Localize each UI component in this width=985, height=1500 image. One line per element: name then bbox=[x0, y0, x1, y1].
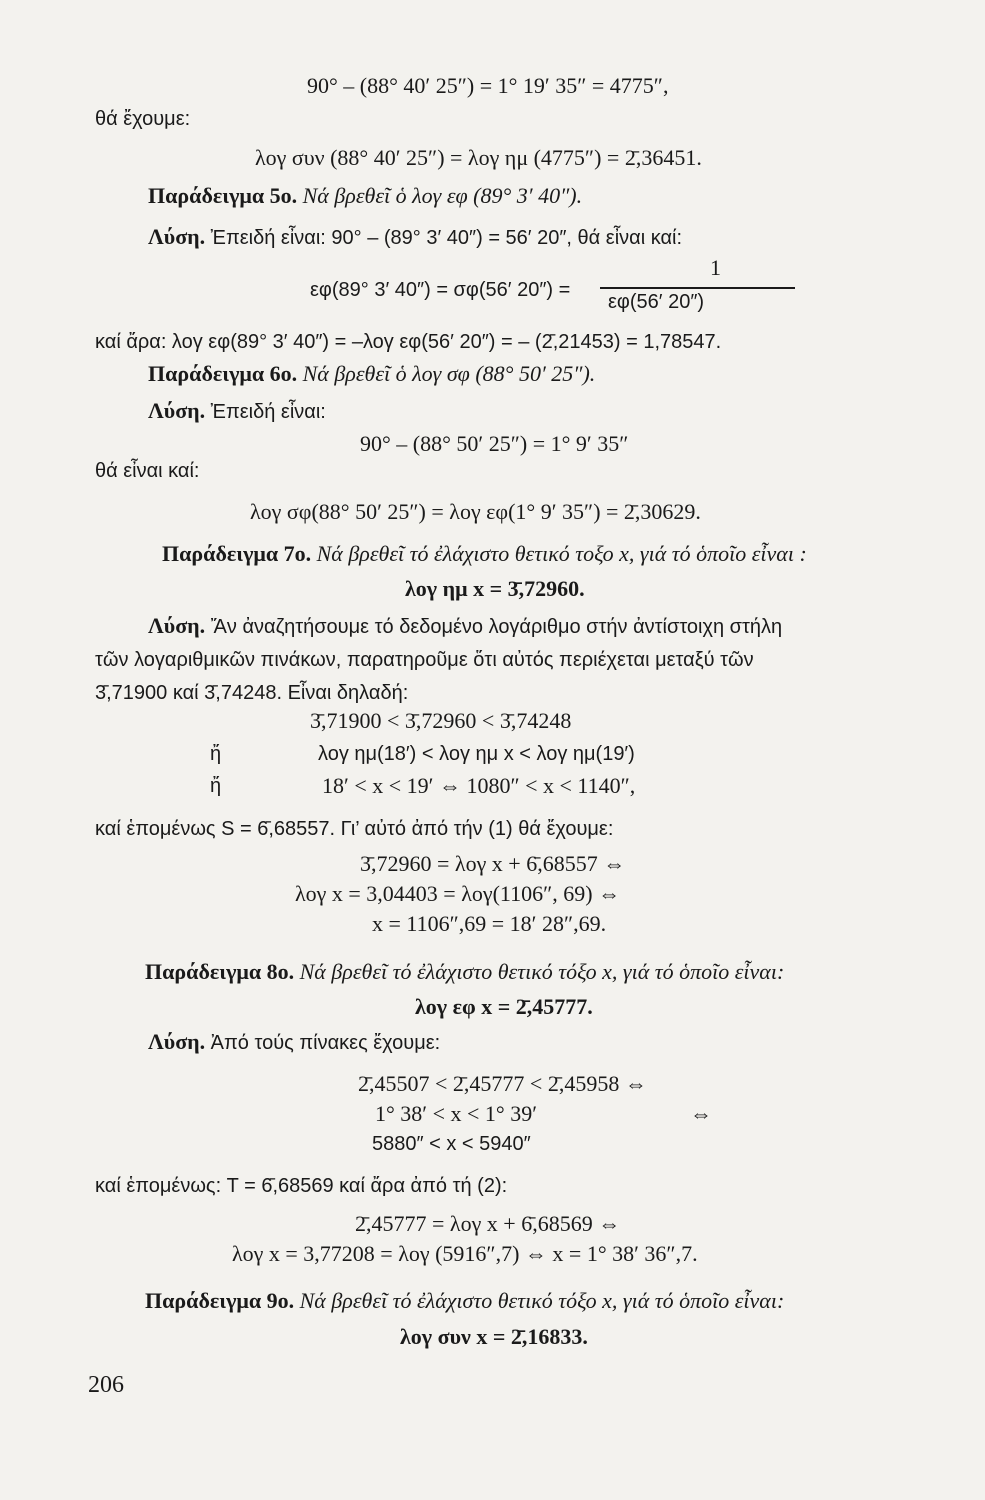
example-9-text: Νά βρεθεῖ τό ἐλάχιστο θετικό τόξο x, γιά τό ὁποῖο εἶναι: bbox=[299, 1288, 785, 1313]
example-5 bbox=[148, 182, 582, 210]
solution-8-text: Ἀπό τούς πίνακες ἔχουμε: bbox=[210, 1032, 441, 1054]
solution-5-text: Ἐπειδή εἶναι: 90° – (89° 3′ 40″) = 56′ 20″, θά εἶναι καί: bbox=[210, 227, 683, 249]
equation-log-sf: λογ σφ(88° 50′ 25″) = λογ εφ(1° 9′ 35″) = 2̄,30629. bbox=[250, 499, 701, 524]
solution-5-heading: Λύση. bbox=[148, 224, 206, 249]
example-6 bbox=[148, 360, 595, 388]
equation-5-left: εφ(89° 3′ 40″) = σφ(56′ 20″) = bbox=[310, 279, 571, 301]
calc-8-line-1: 2̄,45777 = λογ x + 6̄,68569 ⇔ bbox=[355, 1211, 621, 1236]
example-5-text: Νά βρεθεῖ ὁ λογ εφ (89° 3′ 40″). bbox=[302, 183, 583, 208]
fraction-5-numerator: 1 bbox=[710, 255, 721, 280]
inequality-8-2: 1° 38′ < x < 1° 39′ bbox=[375, 1101, 538, 1126]
text-kai-epomenos-S: καί ἑπομένως S = 6̄,68557. Γι’ αὐτό ἀπό τήν (1) θά ἔχουμε: bbox=[95, 818, 614, 840]
example-9-heading: Παράδειγμα 9ο. bbox=[145, 1288, 295, 1313]
example-9 bbox=[145, 1287, 784, 1315]
solution-7-text: Ἄν ἀναζητήσουμε τό δεδομένο λογάριθμο στήν ἀντίστοιχη στήλη bbox=[210, 616, 783, 638]
equation-angle-diff-6: 90° – (88° 50′ 25″) = 1° 9′ 35″ bbox=[360, 431, 629, 456]
solution-7-line-3: 3̄,71900 καί 3̄,74248. Εἶναι δηλαδή: bbox=[95, 682, 409, 704]
example-7-text: Νά βρεθεῖ τό ἐλάχιστο θετικό τοξο x, γιά τό ὁποῖο εἶναι : bbox=[316, 541, 807, 566]
page-number: 206 bbox=[88, 1372, 124, 1398]
example-6-text: Νά βρεθεῖ ὁ λογ σφ (88° 50′ 25″). bbox=[302, 361, 596, 386]
fraction-5-denominator: εφ(56′ 20″) bbox=[608, 291, 705, 313]
solution-6-text: Ἐπειδή εἶναι: bbox=[210, 401, 326, 423]
text-kai-epomenos-T: καί ἑπομένως: T = 6̄,68569 καί ἄρα ἀπό τή (2): bbox=[95, 1175, 508, 1197]
text-kai-ara: καί ἄρα: λογ εφ(89° 3′ 40″) = –λογ εφ(56′ 20″) = – (2̄,21453) = 1,78547. bbox=[95, 331, 722, 353]
equation-angle-diff-1: 90° – (88° 40′ 25″) = 1° 19′ 35″ = 4775″, bbox=[307, 73, 669, 98]
inequality-3: 18′ < x < 19′ ⇔ 1080″ < x < 1140″, bbox=[322, 773, 636, 798]
equivalence-arrow: ⇔ bbox=[690, 1101, 712, 1126]
example-9-equation: λογ συν x = 2̄,16833. bbox=[400, 1324, 588, 1349]
example-8-equation: λογ εφ x = 2̄,45777. bbox=[415, 994, 593, 1019]
text-tha-exoume: θά ἔχουμε: bbox=[95, 108, 191, 130]
solution-6 bbox=[148, 397, 326, 426]
inequality-8-3: 5880″ < x < 5940″ bbox=[372, 1133, 531, 1155]
inequality-1: 3̄,71900 < 3̄,72960 < 3̄,74248 bbox=[310, 708, 572, 733]
calc-7-line-3: x = 1106″,69 = 18′ 28″,69. bbox=[372, 911, 607, 936]
example-7-equation: λογ ημ x = 3̄,72960. bbox=[405, 576, 585, 601]
solution-7 bbox=[148, 612, 782, 641]
or-symbol-1: ἤ bbox=[210, 743, 222, 765]
calc-8-line-2: λογ x = 3,77208 = λογ (5916″,7) ⇔ x = 1° 38′ 36″,7. bbox=[232, 1241, 698, 1266]
example-8 bbox=[145, 958, 784, 986]
calc-7-line-2: λογ x = 3,04403 = λογ(1106″, 69) ⇔ bbox=[295, 881, 621, 906]
example-7 bbox=[162, 540, 807, 568]
solution-7-line-2: τῶν λογαριθμικῶν πινάκων, παρατηροῦμε ὅτι αὐτός περιέχεται μεταξύ τῶν bbox=[95, 649, 754, 671]
example-8-heading: Παράδειγμα 8ο. bbox=[145, 959, 295, 984]
example-5-heading: Παράδειγμα 5ο. bbox=[148, 183, 298, 208]
solution-8-heading: Λύση. bbox=[148, 1029, 206, 1054]
solution-6-heading: Λύση. bbox=[148, 398, 206, 423]
inequality-2: λογ ημ(18′) < λογ ημ x < λογ ημ(19′) bbox=[318, 743, 635, 765]
inequality-8-1: 2̄,45507 < 2̄,45777 < 2̄,45958 ⇔ bbox=[358, 1071, 647, 1096]
or-symbol-2: ἤ bbox=[210, 775, 222, 797]
solution-5 bbox=[148, 223, 682, 252]
text-tha-einai-kai: θά εἶναι καί: bbox=[95, 460, 200, 482]
solution-7-heading: Λύση. bbox=[148, 613, 206, 638]
equation-log-syn: λογ συν (88° 40′ 25″) = λογ ημ (4775″) = 2̄,36451. bbox=[255, 145, 702, 170]
calc-7-line-1: 3̄,72960 = λογ x + 6̄,68557 ⇔ bbox=[360, 851, 626, 876]
example-7-heading: Παράδειγμα 7ο. bbox=[162, 541, 312, 566]
example-8-text: Νά βρεθεῖ τό ἐλάχιστο θετικό τόξο x, γιά τό ὁποῖο εἶναι: bbox=[299, 959, 785, 984]
fraction-5-bar bbox=[600, 287, 795, 289]
solution-8 bbox=[148, 1028, 440, 1057]
example-6-heading: Παράδειγμα 6ο. bbox=[148, 361, 298, 386]
